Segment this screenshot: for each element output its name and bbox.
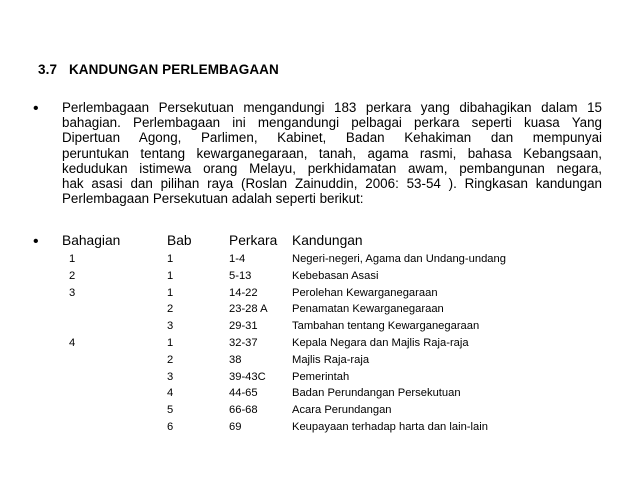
cell-perkara: 39-43C — [229, 370, 266, 383]
intro-paragraph — [62, 100, 602, 206]
column-header-perkara: Perkara — [229, 233, 278, 248]
section-number: 3.7 — [38, 62, 58, 77]
column-header-kandungan: Kandungan — [292, 233, 363, 248]
cell-kandungan: Negeri-negeri, Agama dan Undang-undang — [292, 253, 506, 265]
cell-perkara: 5-13 — [229, 269, 252, 282]
paragraph-line: peruntukan tentang kewarganegaraan, tanah, agama rasmi, bahasa Kebangsaan, — [62, 145, 602, 161]
cell-bab: 6 — [167, 420, 174, 433]
table-row — [0, 354, 638, 371]
table-row — [0, 303, 638, 320]
cell-perkara: 32-37 — [229, 336, 258, 349]
cell-bab: 1 — [167, 336, 174, 349]
cell-kandungan: Tambahan tentang Kewarganegaraan — [292, 320, 480, 333]
cell-bab: 1 — [167, 269, 174, 282]
paragraph-line: kedudukan istimewa orang Melayu, perkhidamatan awam, pembangunan negara, — [62, 160, 602, 176]
cell-kandungan: Pemerintah — [292, 370, 350, 383]
table-row — [0, 371, 638, 388]
table-row — [0, 387, 638, 404]
cell-perkara: 14-22 — [229, 286, 258, 299]
cell-kandungan: Penamatan Kewarganegaraan — [292, 303, 444, 316]
table-row — [0, 270, 638, 287]
cell-bahagian: 4 — [69, 336, 76, 349]
section-title: KANDUNGAN PERLEMBAGAAN — [68, 62, 279, 77]
cell-bab: 5 — [167, 404, 174, 417]
table-row — [0, 404, 638, 421]
cell-perkara: 1-4 — [229, 253, 246, 265]
cell-bahagian: 2 — [69, 269, 76, 282]
cell-bab: 1 — [167, 253, 174, 265]
cell-kandungan: Perolehan Kewarganegaraan — [292, 286, 438, 299]
cell-perkara: 38 — [229, 353, 242, 366]
cell-kandungan: Keupayaan terhadap harta dan lain-lain — [292, 420, 488, 433]
cell-kandungan: Badan Perundangan Persekutuan — [292, 387, 461, 400]
cell-bab: 3 — [167, 370, 174, 383]
cell-bahagian: 3 — [69, 286, 76, 299]
cell-kandungan: Majlis Raja-raja — [292, 353, 370, 366]
column-header-bab: Bab — [167, 233, 192, 248]
cell-kandungan: Kepala Negara dan Majlis Raja-raja — [292, 336, 469, 349]
cell-perkara: 66-68 — [229, 404, 258, 417]
bullet-marker: • — [33, 233, 39, 250]
paragraph-line: Dipertuan Agong, Parlimen, Kabinet, Badan Kehakiman dan mempunyai — [62, 130, 602, 146]
bullet-marker: • — [33, 100, 39, 117]
cell-perkara: 29-31 — [229, 320, 258, 333]
cell-bab: 2 — [167, 303, 174, 316]
paragraph-line: bahagian. Perlembagaan ini mengandungi pelbagai perkara seperti kuasa Yang — [62, 115, 602, 131]
cell-bab: 3 — [167, 320, 174, 333]
table-row — [0, 287, 638, 304]
contents-table — [0, 253, 638, 438]
cell-kandungan: Kebebasan Asasi — [292, 269, 379, 282]
cell-perkara: 69 — [229, 420, 242, 433]
table-row — [0, 337, 638, 354]
section-heading — [38, 62, 279, 77]
table-row — [0, 421, 638, 438]
cell-bab: 4 — [167, 387, 174, 400]
paragraph-line: hak asasi dan pilihan raya (Roslan Zainuddin, 2006: 53-54 ). Ringkasan kandungan — [62, 176, 602, 192]
cell-perkara: 44-65 — [229, 387, 258, 400]
cell-perkara: 23-28 A — [229, 303, 268, 316]
table-row — [0, 320, 638, 337]
paragraph-line: Perlembagaan Persekutuan adalah seperti berikut: — [62, 191, 364, 207]
cell-bab: 2 — [167, 353, 174, 366]
paragraph-line: Perlembagaan Persekutuan mengandungi 183 perkara yang dibahagikan dalam 15 — [62, 100, 602, 115]
table-row — [0, 253, 638, 270]
cell-bahagian: 1 — [69, 253, 76, 265]
cell-bab: 1 — [167, 286, 174, 299]
column-header-bahagian: Bahagian — [62, 233, 121, 248]
cell-kandungan: Acara Perundangan — [292, 404, 392, 417]
